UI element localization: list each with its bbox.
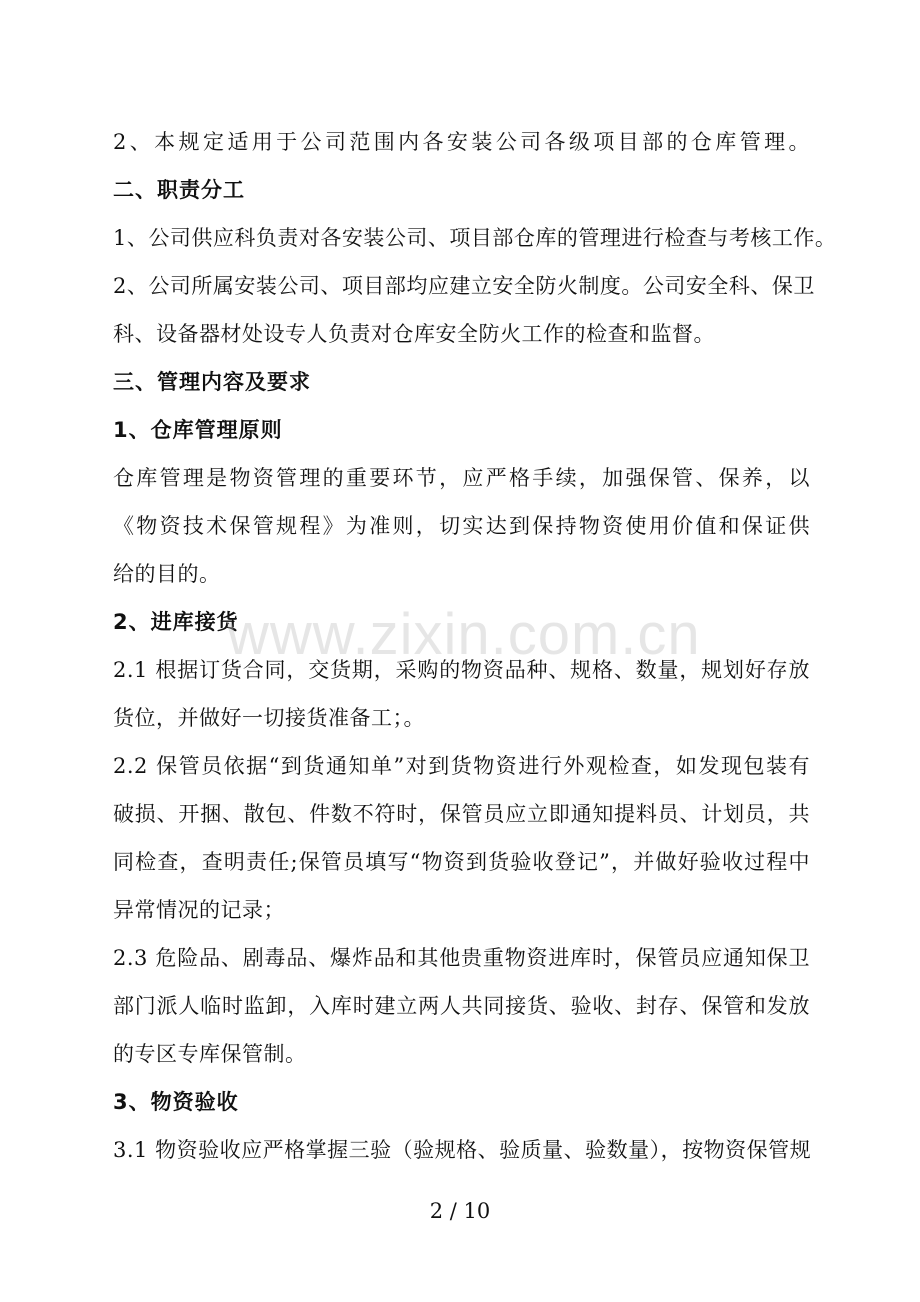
paragraph-2-2-line-3: 同检查，查明责任;保管员填写“物资到货验收登记”，并做好验收过程中 bbox=[113, 850, 810, 874]
paragraph-2-2-line-1: 2.2 保管员依据“到货通知单”对到货物资进行外观检查，如发现包装有 bbox=[113, 754, 810, 778]
paragraph-principles-line-1: 仓库管理是物资管理的重要环节，应严格手续，加强保管、保养，以 bbox=[113, 466, 810, 490]
paragraph-3-1-line-1: 3.1 物资验收应严格掌握三验（验规格、验质量、验数量），按物资保管规 bbox=[113, 1138, 812, 1162]
paragraph-principles-line-3: 给的目的。 bbox=[113, 562, 221, 586]
paragraph-2-1-line-1: 2.1 根据订货合同，交货期，采购的物资品种、规格、数量，规划好存放 bbox=[113, 658, 810, 682]
paragraph-2-3-line-2: 部门派人临时监卸，入库时建立两人共同接货、验收、封存、保管和发放 bbox=[113, 994, 810, 1018]
watermark-text: www.zixin.com.cn bbox=[227, 602, 701, 667]
paragraph-scope-line: 2、本规定适用于公司范围内各安装公司各级项目部的仓库管理。 bbox=[113, 130, 810, 154]
subheading-receiving-goods: 2、进库接货 bbox=[113, 610, 239, 634]
page-number: 2 / 10 bbox=[429, 1199, 491, 1223]
paragraph-fire-safety-line-2: 科、设备器材处设专人负责对仓库安全防火工作的检查和监督。 bbox=[113, 322, 715, 346]
paragraph-principles-line-2: 《物资技术保管规程》为准则，切实达到保持物资使用价值和保证供 bbox=[113, 514, 810, 538]
subheading-warehouse-principles: 1、仓库管理原则 bbox=[113, 418, 283, 442]
subheading-material-acceptance: 3、物资验收 bbox=[113, 1090, 239, 1114]
paragraph-2-2-line-2: 破损、开捆、散包、件数不符时，保管员应立即通知提料员、计划员，共 bbox=[113, 802, 810, 826]
section-heading-management-content: 三、管理内容及要求 bbox=[113, 370, 311, 394]
paragraph-2-3-line-1: 2.3 危险品、剧毒品、爆炸品和其他贵重物资进库时，保管员应通知保卫 bbox=[113, 946, 810, 970]
section-heading-responsibilities: 二、职责分工 bbox=[113, 178, 245, 202]
paragraph-supply-dept-line: 1、公司供应科负责对各安装公司、项目部仓库的管理进行检查与考核工作。 bbox=[113, 226, 837, 250]
paragraph-2-2-line-4: 异常情况的记录； bbox=[113, 898, 285, 922]
paragraph-2-1-line-2: 货位，并做好一切接货准备工；。 bbox=[113, 706, 425, 730]
paragraph-fire-safety-line-1: 2、公司所属安装公司、项目部均应建立安全防火制度。公司安全科、保卫 bbox=[113, 274, 815, 298]
paragraph-2-3-line-3: 的专区专库保管制。 bbox=[113, 1042, 307, 1066]
